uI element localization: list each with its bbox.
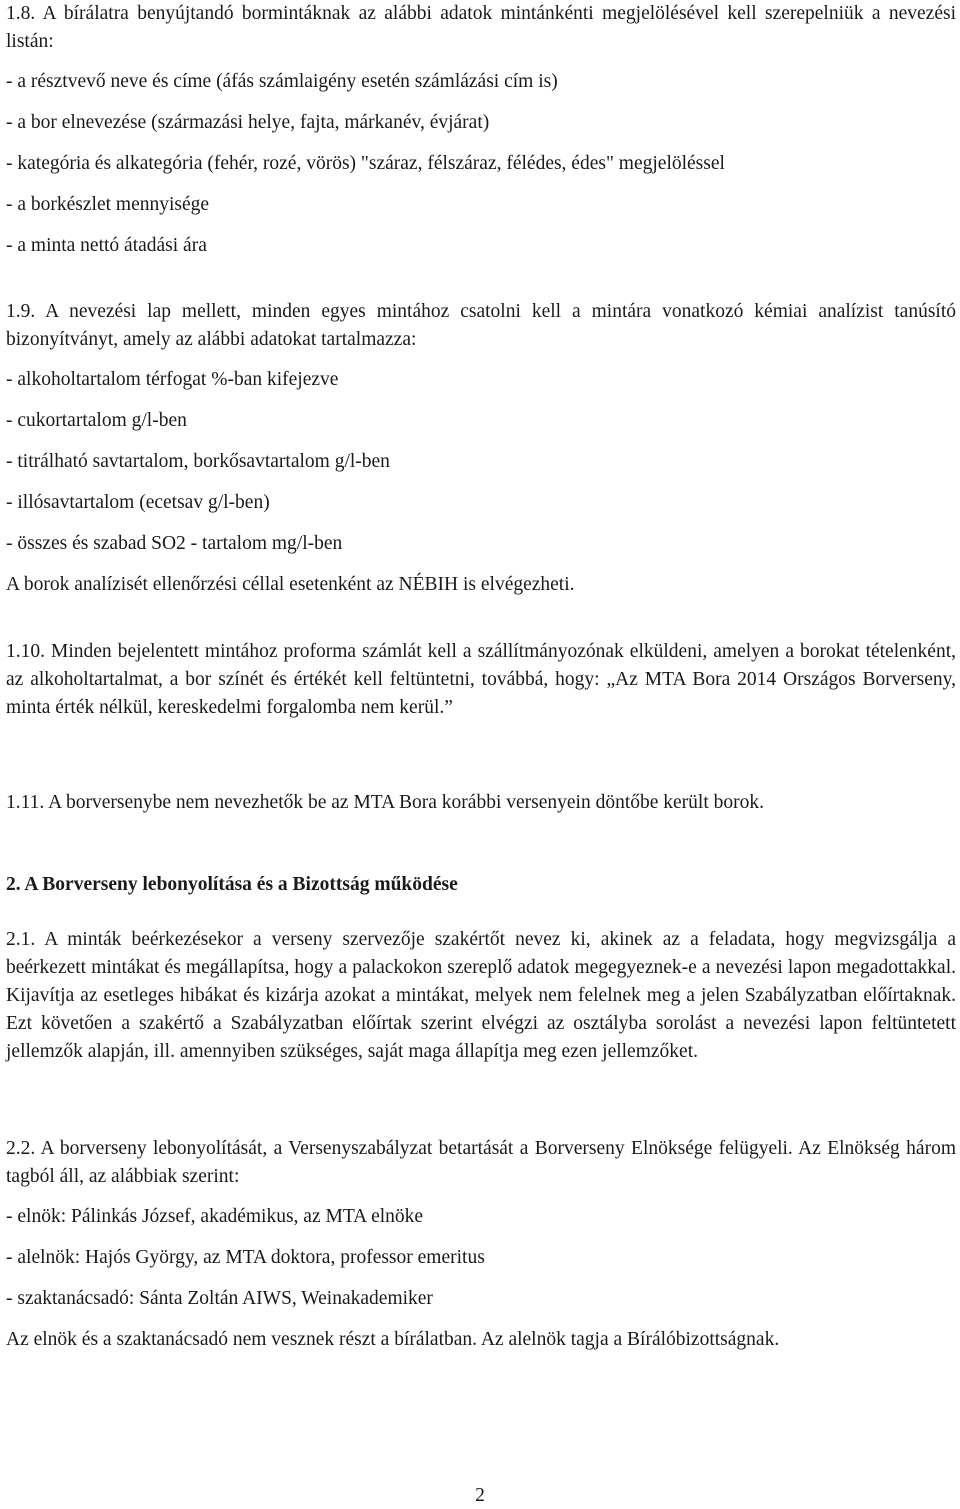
list-item: - elnök: Pálinkás József, akadémikus, az MTA elnöke: [6, 1206, 424, 1227]
list-item: - a minta nettó átadási ára: [6, 235, 207, 256]
paragraph-1-11: 1.11. A borversenybe nem nevezhetők be az MTA Bora korábbi versenyein döntőbe került borok.: [6, 792, 765, 813]
list-item: - cukortartalom g/l-ben: [6, 410, 187, 431]
list-item: - a résztvevő neve és címe (áfás számlaigény esetén számlázási cím is): [6, 71, 558, 92]
paragraph-1-9-intro: 1.9. A nevezési lap mellett, minden egyes mintához csatolni kell a mintára vonatkozó kémiai analízist tanúsító bizonyítványt, amely az alábbi adatokat tartalmazza:: [6, 301, 956, 350]
list-2-2: [6, 1203, 956, 1326]
section-heading: 2. A Borverseny lebonyolítása és a Bizottság működése: [6, 874, 458, 895]
list-item: - illósavtartalom (ecetsav g/l-ben): [6, 492, 270, 513]
paragraph-2-1: 2.1. A minták beérkezésekor a verseny szervezője szakértőt nevez ki, akinek az a feladata, hogy megvizsgálja a beérkezett mintákat és megállapítsa, hogy a palackokon szereplő adatok megegyeznek-e a nevezési lapon megadottakkal. Kijavítja az esetleges hibákat és kizárja azokat a mintákat, melyek nem felelnek meg a jelen Szabályzatban előírtaknak. Ezt követően a szakértő a Szabályzatban előírtak szerint elvégzi az osztályba sorolást a nevezési lapon feltüntetett jellemzők alapján, ill. amennyiben szükséges, saját maga állapítja meg ezen jellemzőket.: [6, 929, 956, 1062]
list-item: - összes és szabad SO2 - tartalom mg/l-ben: [6, 533, 343, 554]
list-item: - titrálható savtartalom, borkősavtartalom g/l-ben: [6, 451, 390, 472]
paragraph-1-10: 1.10. Minden bejelentett mintához proforma számlát kell a szállítmányozónak elküldeni, amelyen a borokat tételenként, az alkoholtartalmat, a bor színét és értékét kell feltüntetni, továbbá, hogy: „Az MTA Bora 2014 Országos Borverseny, minta érték nélkül, kereskedelmi forgalomba nem kerül.”: [6, 641, 956, 718]
paragraph-1-9-closing: A borok analízisét ellenőrzési céllal esetenként az NÉBIH is elvégezheti.: [6, 574, 575, 595]
list-item: - alkoholtartalom térfogat %-ban kifejezve: [6, 369, 339, 390]
list-item: - alelnök: Hajós György, az MTA doktora, professor emeritus: [6, 1247, 485, 1268]
paragraph-1-8-intro: 1.8. A bírálatra benyújtandó bormintáknak az alábbi adatok mintánkénti megjelölésével kell szerepelniük a nevezési listán:: [6, 3, 956, 52]
list-item: - kategória és alkategória (fehér, rozé, vörös) "száraz, félszáraz, félédes, édes" megjelöléssel: [6, 153, 725, 174]
list-1-9: [6, 366, 956, 612]
list-item: - a bor elnevezése (származási helye, fajta, márkanév, évjárat): [6, 112, 490, 133]
paragraph-2-2-intro: 2.2. A borverseny lebonyolítását, a Versenyszabályzat betartását a Borverseny Elnöksége felügyeli. Az Elnökség három tagból áll, az alábbiak szerint:: [6, 1138, 956, 1187]
page-number: 2: [475, 1485, 485, 1506]
list-item: - szaktanácsadó: Sánta Zoltán AIWS, Weinakademiker: [6, 1288, 433, 1309]
paragraph-2-2-closing: Az elnök és a szaktanácsadó nem vesznek részt a bírálatban. Az alelnök tagja a Bírálóbizottságnak.: [6, 1329, 780, 1350]
list-1-8: [6, 68, 956, 273]
list-item: - a borkészlet mennyisége: [6, 194, 210, 215]
